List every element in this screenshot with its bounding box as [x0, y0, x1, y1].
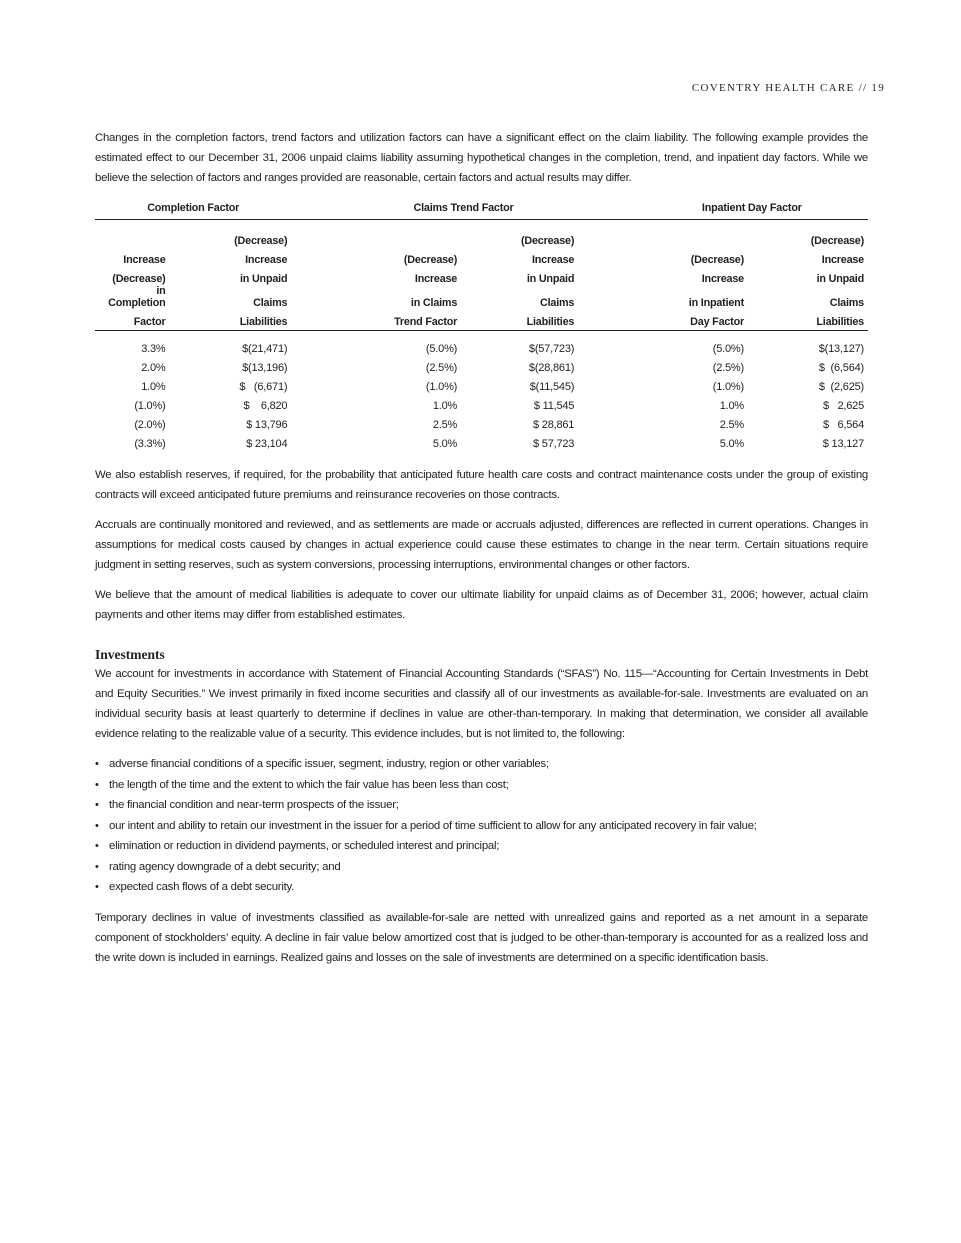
column-header-line-5 [95, 309, 868, 331]
table-cell: 5.0% [432, 437, 458, 450]
col-header: (Decrease) [234, 235, 288, 247]
table-cell: $ 28,861 [533, 418, 575, 431]
table-cell: (2.0%) [134, 418, 166, 431]
table-cell: $(11,545) [529, 380, 575, 393]
table-cell: (5.0%) [425, 342, 458, 355]
column-header-line-2 [95, 247, 868, 266]
col-header: Increase [531, 254, 575, 266]
group-completion-factor: Completion Factor [95, 198, 291, 220]
reserves-paragraph: We also establish reserves, if required, for the probability that anticipated future health care costs and contract maintenance costs under the group of existing contracts will exceed anticipated future premiums and reinsurance recoveries on those contracts. [95, 469, 868, 501]
table-cell: $ 11,545 [533, 399, 575, 412]
table-cell: $ 23,104 [246, 437, 288, 450]
list-item-text: elimination or reduction in dividend payments, or scheduled interest and principal; [109, 840, 500, 852]
col-header: Liabilities [748, 309, 868, 331]
group-inpatient-day-factor: Inpatient Day Factor [636, 198, 868, 220]
table-cell: (1.0%) [425, 380, 458, 393]
col-header: (Decrease) [403, 254, 458, 266]
col-header: in Unpaid [526, 273, 575, 285]
col-header: Liabilities [461, 309, 578, 331]
col-header: Factor [95, 309, 170, 331]
col-header: Liabilities [170, 309, 292, 331]
table-row [95, 377, 868, 396]
col-header: in Inpatient [688, 297, 744, 309]
table-row [95, 434, 868, 453]
investments-paragraph: We account for investments in accordance with Statement of Financial Accounting Standards (“SFAS”) No. 115—“Accounting for Certain Investments in Debt and Equity Securities.” We invest primarily in fixed income securities and classify all of our investments as available-for-sale. Investments are evaluated on an individual security basis at least quarterly to determine if declines in value are other-than-temporary. In making that determination, we consider all available evidence relating to the realizable value of a security. This evidence includes, but is not limited to, the following: [95, 668, 868, 740]
table-cell: 2.5% [432, 418, 458, 431]
col-header: Increase [701, 273, 744, 285]
col-header: (Decrease) [810, 235, 864, 247]
table-cell: $ (6,671) [239, 380, 288, 393]
running-head: COVENTRY HEALTH CARE // 19 [691, 82, 885, 94]
table-cell: 5.0% [719, 437, 744, 450]
col-header [636, 228, 748, 247]
table-cell: (1.0%) [134, 399, 166, 412]
table-cell: $(57,723) [528, 342, 575, 355]
col-header: Claims [253, 297, 288, 309]
col-header: Claims [540, 297, 575, 309]
table-group-header [95, 198, 868, 220]
table-cell: (3.3%) [134, 437, 166, 450]
table-row [95, 358, 868, 377]
bullet-icon: • [95, 860, 99, 873]
col-header: (Decrease) [690, 254, 744, 266]
table-row [95, 415, 868, 434]
table-cell: $(13,196) [242, 361, 288, 374]
column-header-line-1 [95, 228, 868, 247]
table-cell: $ 13,127 [822, 437, 864, 450]
list-item [95, 857, 868, 878]
table-cell: 2.5% [719, 418, 744, 431]
medical-liabilities-paragraph: We believe that the amount of medical liabilities is adequate to cover our ultimate liability for unpaid claims as of December 31, 2006; however, actual claim payments and other items may differ from established estimates. [95, 589, 868, 621]
column-header-line-3 [95, 266, 868, 285]
table-row [95, 339, 868, 358]
col-header: Day Factor [636, 309, 748, 331]
table-cell: $ 2,625 [822, 399, 864, 412]
col-header: in Claims [410, 297, 458, 309]
col-header: Increase [414, 273, 458, 285]
list-item-text: rating agency downgrade of a debt security; and [109, 860, 341, 873]
col-header: in Unpaid [816, 273, 864, 285]
bullet-icon: • [95, 778, 99, 791]
table-cell: 1.0% [141, 380, 166, 393]
table-cell: 3.3% [141, 342, 166, 355]
table-cell: $ 57,723 [533, 437, 575, 450]
group-claims-trend-factor: Claims Trend Factor [349, 198, 578, 220]
sensitivity-table [95, 198, 868, 453]
col-header: Increase [821, 254, 864, 266]
col-header: in Unpaid [239, 273, 288, 285]
col-header [349, 228, 461, 247]
col-header: in Completion [108, 285, 166, 309]
col-header: Claims [829, 297, 864, 309]
table-cell: $ (6,564) [818, 361, 864, 374]
table-cell: $ 13,796 [246, 418, 288, 431]
list-item [95, 795, 868, 816]
col-header [95, 228, 170, 247]
table-cell: 2.0% [141, 361, 166, 374]
temporary-declines-paragraph: Temporary declines in value of investments classified as available-for-sale are netted with unrealized gains and reported as a net amount in a separate component of stockholders’ equity. A decline in fair value below amortized cost that is judged to be other-than-temporary is accounted for as a realized loss and the write down is included in earnings. Realized gains and losses on the sale of investments are determined on a specific identification basis. [95, 911, 868, 964]
table-row [95, 396, 868, 415]
col-header: Trend Factor [349, 309, 461, 331]
table-cell: (2.5%) [712, 361, 744, 374]
table-cell: 1.0% [432, 399, 458, 412]
intro-paragraph: Changes in the completion factors, trend factors and utilization factors can have a significant effect on the claim liability. The following example provides the estimated effect to our December 31, 2006 unpaid claims liability assuming hypothetical changes in the completion, trend, and inpatient day factors. While we believe the selection of factors and ranges provided are reasonable, certain factors and actual results may differ. [95, 132, 868, 184]
list-item [95, 775, 868, 796]
list-item-text: adverse financial conditions of a specific issuer, segment, industry, region or other variables; [109, 758, 549, 770]
page-content [95, 128, 868, 978]
col-header: Increase [123, 254, 166, 266]
table-cell: $(28,861) [528, 361, 575, 374]
table-cell: $(13,127) [818, 342, 864, 355]
bullet-icon: • [95, 881, 99, 893]
bullet-icon: • [95, 799, 99, 811]
list-item [95, 816, 868, 837]
list-item [95, 877, 868, 898]
table-cell: $ 6,564 [822, 418, 864, 431]
column-header-line-4 [95, 285, 868, 309]
col-header: (Decrease) [112, 273, 166, 285]
col-header: (Decrease) [521, 235, 575, 247]
list-item-text: the length of the time and the extent to which the fair value has been less than cost; [109, 778, 509, 791]
table-cell: (5.0%) [712, 342, 744, 355]
list-item-text: the financial condition and near-term prospects of the issuer; [109, 799, 399, 811]
table-cell: $(21,471) [242, 342, 288, 355]
list-item-text: expected cash flows of a debt security. [109, 881, 295, 893]
bullet-icon: • [95, 758, 99, 770]
table-cell: (1.0%) [712, 380, 744, 393]
table-cell: $ 6,820 [243, 399, 288, 412]
table-cell: (2.5%) [425, 361, 458, 374]
evidence-bullet-list [95, 754, 868, 898]
list-item [95, 836, 868, 857]
table-cell: 1.0% [719, 399, 744, 412]
accruals-paragraph: Accruals are continually monitored and reviewed, and as settlements are made or accruals adjusted, differences are reflected in current operations. Changes in assumptions for medical costs caused by changes in actual experience could cause these estimates to change in the near term. Certain situations require judgment in setting reserves, such as system conversions, processing interruptions, environmental changes or other factors. [95, 519, 868, 571]
table-cell: $ (2,625) [818, 380, 864, 393]
bullet-icon: • [95, 840, 99, 852]
list-item [95, 754, 868, 775]
bullet-icon: • [95, 819, 99, 832]
table-body [95, 331, 868, 454]
list-item-text: our intent and ability to retain our investment in the issuer for a period of time sufficient to allow for any anticipated recovery in fair value; [109, 819, 757, 832]
col-header: Increase [245, 254, 288, 266]
section-heading-investments: Investments [95, 647, 165, 662]
